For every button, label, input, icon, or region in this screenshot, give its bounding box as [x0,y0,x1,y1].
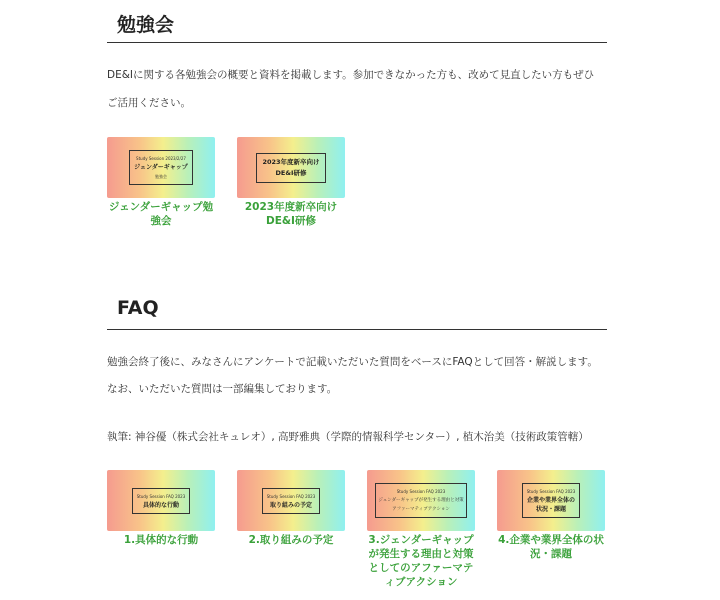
thumbnail-frame [522,483,581,518]
thumbnail-title: ジェンダーギャップが発生する理由と対策 [378,498,464,503]
study-heading: 勉強会 [117,14,175,36]
faq-card-thumbnail[interactable] [497,470,605,531]
faq-heading: FAQ [117,297,159,319]
thumbnail-label: Study Session FAQ 2023 [266,493,316,499]
thumbnail-subtitle: DE&I研修 [275,168,307,177]
thumbnail-title: 企業や業界全体の [526,497,575,504]
thumbnail-label: Study Session FAQ 2023 [136,493,186,499]
thumbnail-frame [256,153,325,183]
thumbnail-title: ジェンダーギャップ [134,164,188,171]
study-card-new-grad[interactable] [237,137,345,228]
faq-card-thumbnail[interactable] [367,470,475,531]
study-intro-line2: ご活用ください。 [107,97,191,109]
faq-card-4[interactable] [497,470,605,561]
faq-intro-line1: 勉強会終了後に、みなさんにアンケートで記載いただいた質問をベースにFAQとして回答・解説します。 [107,356,598,368]
thumbnail-subtitle: アファーマティブアクション [392,507,450,512]
faq-card-2[interactable] [237,470,345,547]
faq-card-caption[interactable]: 3.ジェンダーギャップが発生する理由と対策としてのアファーマティブアクション [368,534,474,588]
thumbnail-label: Study Session FAQ 2023 [526,489,576,494]
study-card-caption[interactable]: ジェンダーギャップ勉強会 [108,201,214,227]
study-card-gender-gap[interactable] [107,137,215,228]
faq-card-3[interactable] [367,470,475,589]
faq-card-thumbnail[interactable] [107,470,215,531]
thumbnail-frame [375,483,466,518]
faq-card-1[interactable] [107,470,215,547]
thumbnail-frame [132,488,191,514]
thumbnail-title: 取り組みの予定 [269,501,312,509]
study-card-thumbnail[interactable] [107,137,215,198]
faq-section [107,297,607,319]
faq-card-caption[interactable]: 2.取り組みの予定 [248,534,334,546]
thumbnail-label: Study Session FAQ 2023 [396,489,446,494]
thumbnail-subtitle: 状況・課題 [535,506,566,513]
thumbnail-frame [262,488,321,514]
faq-authors: 執筆: 神谷優（株式会社キュレオ）, 高野雅典（学際的情報科学センター）, 植木治美（技術政策管轄） [107,431,589,443]
study-card-thumbnail[interactable] [237,137,345,198]
thumbnail-title: 2023年度新卒向け [262,157,320,166]
faq-card-caption[interactable]: 4.企業や業界全体の状況・課題 [498,534,604,560]
thumbnail-label: Study Session 2023/2/27 [136,156,186,161]
faq-intro-line2: なお、いただいた質問は一部編集しております。 [107,383,338,395]
study-section [107,10,607,37]
study-card-caption[interactable]: 2023年度新卒向けDE&I研修 [244,201,338,227]
thumbnail-frame [129,150,193,185]
faq-card-caption[interactable]: 1.具体的な行動 [123,534,199,546]
study-heading-rule [107,42,607,43]
faq-card-thumbnail[interactable] [237,470,345,531]
study-intro-line1: DE&Iに関する各勉強会の概要と資料を掲載します。参加できなかった方も、改めて見直したい方もぜひ [107,69,595,81]
faq-heading-rule [107,329,607,330]
thumbnail-title: 具体的な行動 [142,501,179,509]
thumbnail-subtitle: 勉強会 [154,174,167,179]
